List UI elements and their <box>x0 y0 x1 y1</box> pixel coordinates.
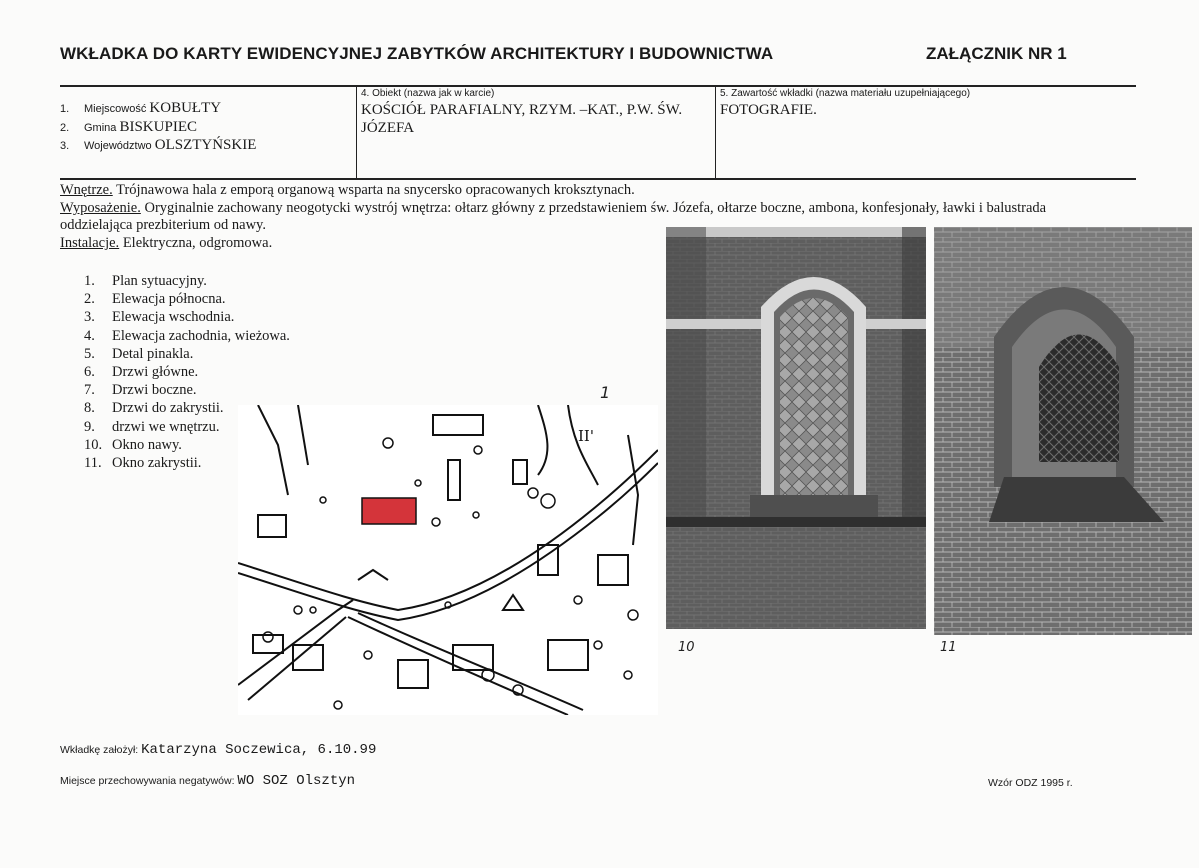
list-item <box>84 345 290 363</box>
content-value: FOTOGRAFIE. <box>720 102 817 118</box>
photo10-number: 10 <box>678 640 695 655</box>
field-locality: 1. Miejscowość KOBUŁTY <box>60 100 222 116</box>
created-by-value: Katarzyna Soczewica, 6.10.99 <box>141 742 377 758</box>
form-divider-2 <box>715 86 716 178</box>
object-label: 4. Obiekt (nazwa jak w karcie) <box>361 88 495 99</box>
list-item-number: 7. <box>84 382 95 399</box>
list-item-number: 4. <box>84 327 95 344</box>
list-item-number: 5. <box>84 345 95 362</box>
field-voivodeship: 3. Województwo OLSZTYŃSKIE <box>60 137 257 153</box>
list-item-number: 10. <box>84 436 103 453</box>
document-title: WKŁADKA DO KARTY EWIDENCYJNEJ ZABYTKÓW ARCHITEKTURY I BUDOWNICTWA <box>60 44 774 63</box>
form-divider-1 <box>356 86 357 178</box>
list-item-text: Drzwi boczne. <box>112 382 197 399</box>
object-value-line2: JÓZEFA <box>361 120 415 136</box>
site-plan-map <box>238 405 658 715</box>
equipment-heading: Wyposażenie. <box>60 200 141 216</box>
list-item-text: Elewacja północna. <box>112 291 226 308</box>
negative-storage: Miejsce przechowywania negatywów: WO SOZ Olsztyn <box>60 773 356 789</box>
installations-heading: Instalacje. <box>60 235 120 251</box>
list-item-text: Drzwi do zakrystii. <box>112 400 224 417</box>
list-item-text: Detal pinakla. <box>112 345 194 362</box>
locality-value: KOBUŁTY <box>149 100 222 116</box>
list-item-text: Okno zakrystii. <box>112 455 202 472</box>
object-value-line1: KOŚCIÓŁ PARAFIALNY, RZYM. –KAT., P.W. ŚW. <box>361 102 683 118</box>
photo-sacristy-window-image <box>934 227 1192 635</box>
list-item-text: Okno nawy. <box>112 436 182 453</box>
form-bottom-border <box>60 178 1136 180</box>
equipment-paragraph: Wyposażenie. Oryginalnie zachowany neogotycki wystrój wnętrza: ołtarz główny z przedstawieniem św. Józefa, ołtarze boczne, ambona, konfesjonały, ławki i balustrada <box>60 200 1047 216</box>
list-item <box>84 363 290 381</box>
list-item <box>84 308 290 326</box>
list-item-text: Drzwi główne. <box>112 364 199 381</box>
list-item-text: Elewacja zachodnia, wieżowa. <box>112 327 290 344</box>
list-item-number: 1. <box>84 273 95 289</box>
list-item-text: Elewacja wschodnia. <box>112 309 235 326</box>
content-label: 5. Zawartość wkładki (nazwa materiału uzupełniającego) <box>720 88 971 99</box>
list-item-number: 11. <box>84 455 102 472</box>
form-top-border <box>60 85 1136 87</box>
list-item-number: 6. <box>84 364 95 381</box>
site-plan-drawing <box>238 405 658 715</box>
list-item <box>84 381 290 399</box>
interior-paragraph: Wnętrze. Trójnawowa hala z emporą organową wsparta na snycersko opracowanych kroksztynach. <box>60 182 635 198</box>
template-version: Wzór ODZ 1995 r. <box>988 777 1073 789</box>
list-item-number: 8. <box>84 400 95 417</box>
attachment-number: ZAŁĄCZNIK NR 1 <box>926 44 1067 63</box>
field-commune: 2. Gmina BISKUPIEC <box>60 119 197 135</box>
list-item-number: 3. <box>84 309 95 326</box>
commune-value: BISKUPIEC <box>119 119 197 135</box>
list-item-text: Plan sytuacyjny. <box>112 273 207 289</box>
photo-sacristy-window <box>934 227 1192 635</box>
list-item <box>84 290 290 308</box>
list-item <box>84 272 290 290</box>
list-item <box>84 327 290 345</box>
created-by: Wkładkę założył: Katarzyna Soczewica, 6.10.99 <box>60 742 377 758</box>
photo11-number: 11 <box>940 640 957 655</box>
list-item-number: 9. <box>84 418 95 435</box>
equipment-paragraph-cont: oddzielająca prezbiterium od nawy. <box>60 217 266 233</box>
negative-storage-value: WO SOZ Olsztyn <box>237 773 356 789</box>
list-item-text: drzwi we wnętrzu. <box>112 418 220 435</box>
photo-nave-window <box>666 227 926 629</box>
map-street-mark: II' <box>578 427 594 445</box>
list-item-number: 2. <box>84 291 95 308</box>
installations-paragraph: Instalacje. Elektryczna, odgromowa. <box>60 235 273 251</box>
voivodeship-value: OLSZTYŃSKIE <box>154 137 257 153</box>
photo-nave-window-image <box>666 227 926 629</box>
map-number: 1 <box>600 383 611 402</box>
interior-heading: Wnętrze. <box>60 182 113 198</box>
